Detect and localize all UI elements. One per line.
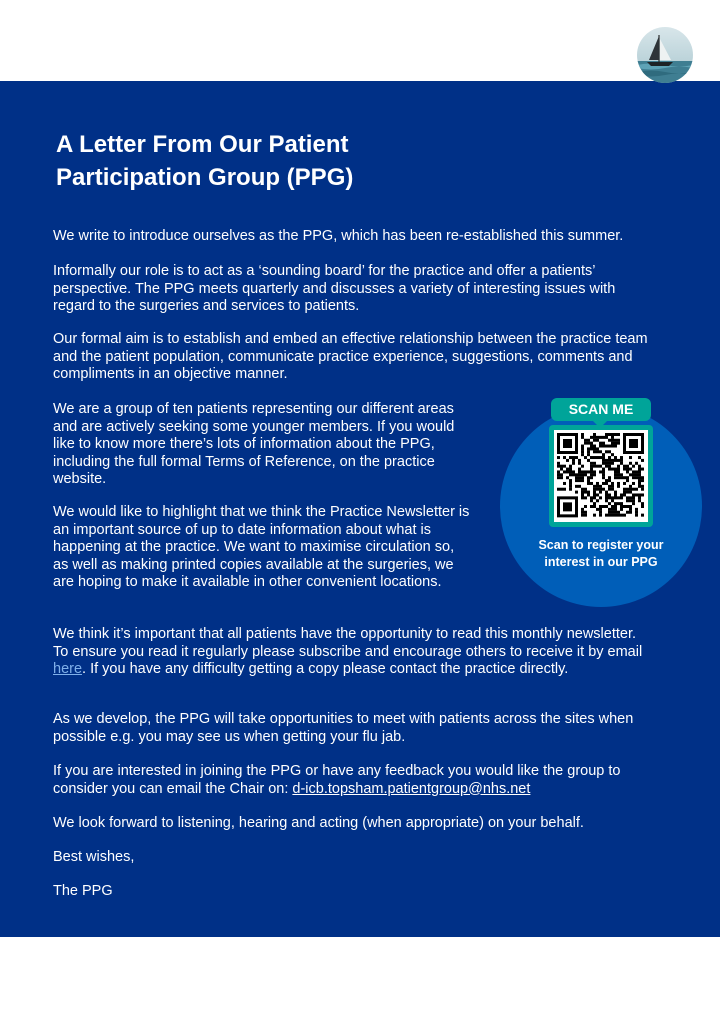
paragraph-formal-aim: Our formal aim is to establish and embed an effective relationship between the practice team and the patient population, communicate practice experience, suggestions, comments and compliments in an objective manner. (53, 331, 648, 382)
signature: The PPG (53, 883, 113, 899)
subscribe-here-link[interactable]: here (53, 661, 83, 677)
paragraph-group-members: We are a group of ten patients representing our different areas and are actively seeking some younger members. If you would like to know more there’s lots of information about the PPG, including the full formal Terms of Reference, on the practice website. (53, 401, 455, 487)
subscribe-text-after: . If you have any difficulty getting a copy please contact the practice directly. (82, 661, 569, 677)
paragraph-closing-statement: We look forward to listening, hearing and acting (when appropriate) on your behalf. (53, 815, 584, 831)
paragraph-contact (53, 763, 668, 798)
paragraph-subscribe (53, 626, 653, 679)
paragraph-develop: As we develop, the PPG will take opportunities to meet with patients across the sites when possible e.g. you may see us when getting your flu jab. (53, 711, 634, 745)
page-title: A Letter From Our Patient Participation Group (PPG) (56, 131, 354, 191)
qr-caption: Scan to register your interest in our PPG (538, 538, 664, 569)
paragraph-informal-role: Informally our role is to act as a ‘sounding board’ for the practice and offer a patients’ perspective. The PPG meets quarterly and discusses a variety of interesting issues with regard to the surgeries and services to patients. (53, 263, 616, 314)
paragraph-newsletter: We would like to highlight that we think the Practice Newsletter is an important source of up to date information about what is happening at the practice. We want to maximise circulation so, as well as making printed copies available at the surgeries, we are hoping to make it available in other convenient locations. (53, 504, 470, 590)
paragraph-introduction: We write to introduce ourselves as the PPG, which has been re-established this summer. (53, 228, 624, 244)
scan-me-tag: SCAN ME (551, 398, 651, 421)
contact-text: If you are interested in joining the PPG or have any feedback you would like the group to consider you can email the Chair on: (53, 763, 621, 797)
sailboat-logo-icon (637, 27, 693, 83)
subscribe-text-before: We think it’s important that all patients have the opportunity to read this monthly newsletter. To ensure you read it regularly please subscribe and encourage others to receive it by email (53, 626, 643, 660)
chair-email-link[interactable]: d-icb.topsham.patientgroup@nhs.net (292, 780, 531, 797)
sign-off: Best wishes, (53, 849, 135, 865)
qr-code-icon[interactable] (554, 430, 648, 522)
top-band (0, 0, 720, 81)
